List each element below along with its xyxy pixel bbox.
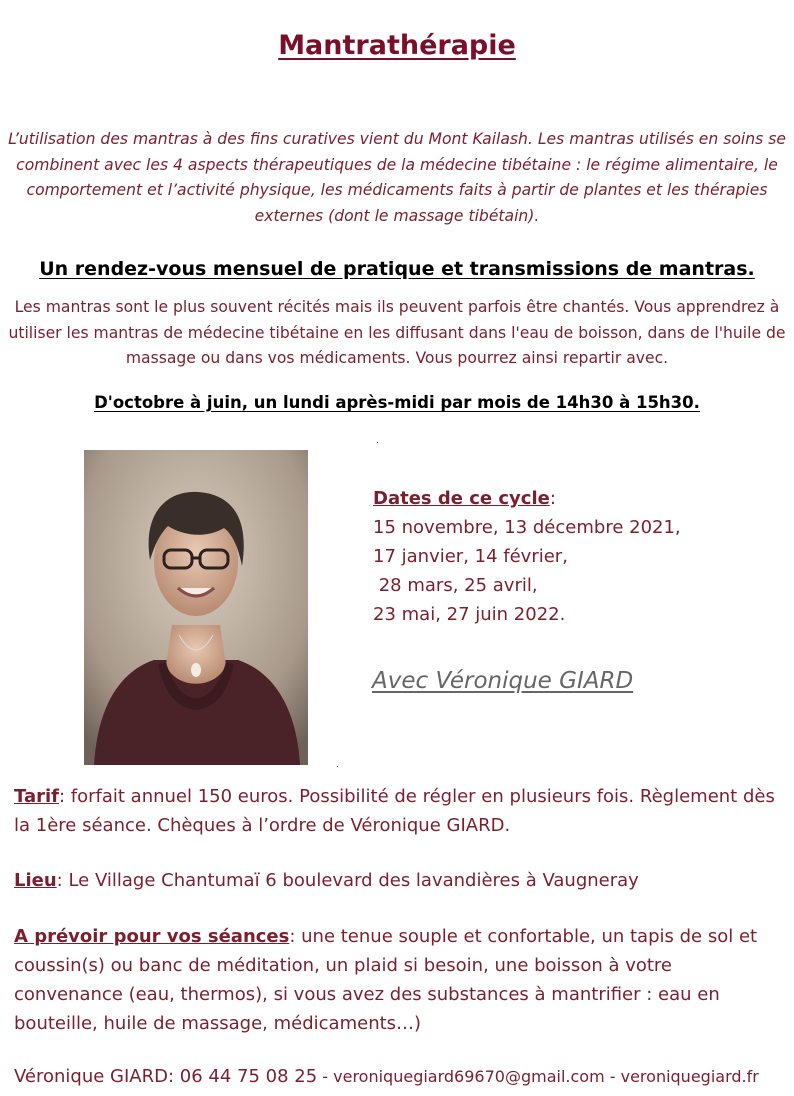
instructor-name: Avec Véronique GIARD (372, 668, 634, 694)
dates-line: 23 mai, 27 juin 2022. (373, 604, 566, 625)
dates-line: 17 janvier, 14 février, (373, 546, 568, 567)
contact-email-link[interactable]: veroniquegiard69670@gmail.com (333, 1067, 605, 1086)
prevoir-paragraph (14, 922, 780, 1038)
dates-colon: : (549, 488, 556, 509)
contact-separator: - (604, 1067, 621, 1086)
dates-title: Dates de ce cycle (373, 488, 550, 509)
schedule-line: D'octobre à juin, un lundi après-midi par mois de 14h30 à 15h30. (94, 393, 700, 412)
decorative-dot: . (336, 760, 339, 770)
tarif-text: : forfait annuel 150 euros. Possibilité de régler en plusieurs fois. Règlement dès la 1ère séance. Chèques à l’ordre de Véronique GIARD. (14, 786, 775, 836)
dates-line: 15 novembre, 13 décembre 2021, (373, 517, 681, 538)
prevoir-label: A prévoir pour vos séances (14, 926, 290, 947)
dates-line: 28 mars, 25 avril, (373, 575, 538, 596)
intro-paragraph: L’utilisation des mantras à des fins curatives vient du Mont Kailash. Les mantras utilisés en soins se combinent avec les 4 aspects thérapeutiques de la médecine tibétaine : le régime alimentaire, le comportement et l’activité physique, les médicaments faits à partir de plantes et les thérapies externes (dont le massage tibétain). (8, 130, 786, 225)
tarif-paragraph (14, 782, 780, 840)
contact-website-link[interactable]: veroniquegiard.fr (620, 1067, 759, 1086)
section-heading: Un rendez-vous mensuel de pratique et transmissions de mantras. (39, 258, 755, 280)
contact-name-phone: Véronique GIARD: 06 44 75 08 25 (14, 1066, 318, 1087)
decorative-dot: . (376, 436, 379, 446)
description-paragraph: Les mantras sont le plus souvent récités mais ils peuvent parfois être chantés. Vous apprendrez à utiliser les mantras de médecine tibétaine en les diffusant dans l'eau de boisson, dans de l'huile de massage ou dans vos médicaments. Vous pourrez ainsi repartir avec. (8, 298, 786, 367)
portrait-photo (84, 450, 308, 765)
lieu-label: Lieu (14, 870, 57, 891)
page-title: Mantrathérapie (278, 30, 516, 61)
tarif-label: Tarif (14, 786, 59, 807)
lieu-paragraph (14, 866, 780, 895)
dates-block (373, 484, 681, 629)
contact-separator: - (317, 1067, 334, 1086)
lieu-text: : Le Village Chantumaï 6 boulevard des lavandières à Vaugneray (56, 870, 639, 891)
prevoir-text: : une tenue souple et confortable, un tapis de sol et coussin(s) ou banc de méditation, un plaid si besoin, une boisson à votre convenance (eau, thermos), si vous avez des substances à mantrifier : eau en bouteille, huile de massage, médicaments…) (14, 926, 758, 1034)
contact-line (14, 1066, 794, 1087)
